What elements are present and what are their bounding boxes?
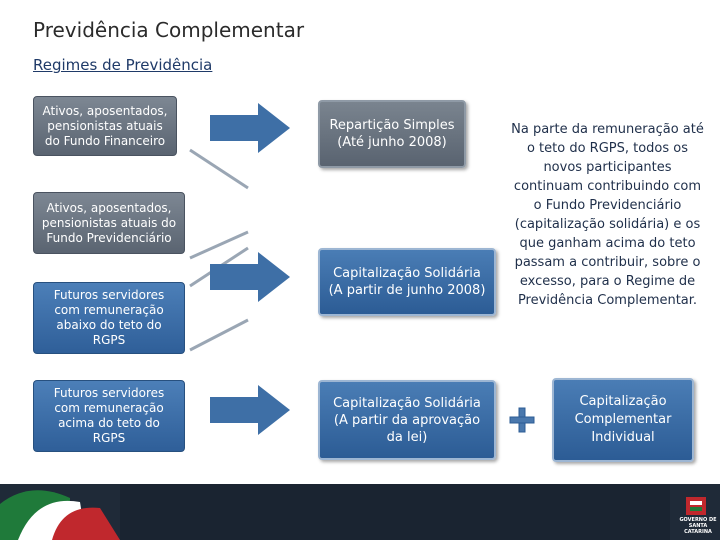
arrow-right-icon [208, 252, 292, 302]
regime-period: (A partir de junho 2008) [328, 283, 486, 298]
page-title: Previdência Complementar [33, 18, 305, 42]
arrow-right-icon [208, 385, 292, 435]
source-label: Ativos, aposentados, pensionistas atuais do Fundo Financeiro [42, 103, 168, 148]
individual-line: Individual [591, 430, 655, 445]
regime-period: (A partir da aprovação da lei) [333, 412, 481, 445]
source-label: Ativos, aposentados, pensionistas atuais do Fundo Previdenciário [41, 200, 177, 245]
logo-text: GOVERNO DE SANTA CATARINA [679, 517, 717, 535]
regime-period: (Até junho 2008) [337, 135, 447, 150]
regime-box-reparticao-simples [318, 100, 466, 168]
regime-box-capitalizacao-2008 [318, 248, 496, 316]
connector-line [190, 320, 248, 350]
source-label: Futuros servidores com remuneração acima do teto do RGPS [53, 386, 165, 445]
individual-line: Capitalização [579, 394, 667, 409]
page-subtitle: Regimes de Previdência [33, 56, 213, 74]
regime-label: Capitalização Solidária [333, 266, 481, 281]
source-label: Futuros servidores com remuneração abaixo do teto do RGPS [53, 288, 165, 347]
explanatory-note: Na parte da remuneração até o teto do RGPS, todos os novos participantes continuam contribuindo com o Fundo Previdenciário (capitalização solidária) e os que ganham acima do teto passam a contribuir, sobre o excesso, para o Regime de Previdência Complementar. [511, 122, 704, 308]
regime-box-capitalizacao-lei [318, 380, 496, 460]
footer-flag-band [0, 484, 720, 540]
regime-label: Capitalização Solidária [333, 395, 481, 411]
connector-line [190, 150, 248, 188]
individual-line: Complementar [574, 412, 672, 427]
plus-icon [507, 405, 537, 435]
regime-label: Repartição Simples [329, 118, 455, 133]
individual-capitalization-box [552, 378, 694, 462]
arrow-right-icon [208, 103, 292, 153]
